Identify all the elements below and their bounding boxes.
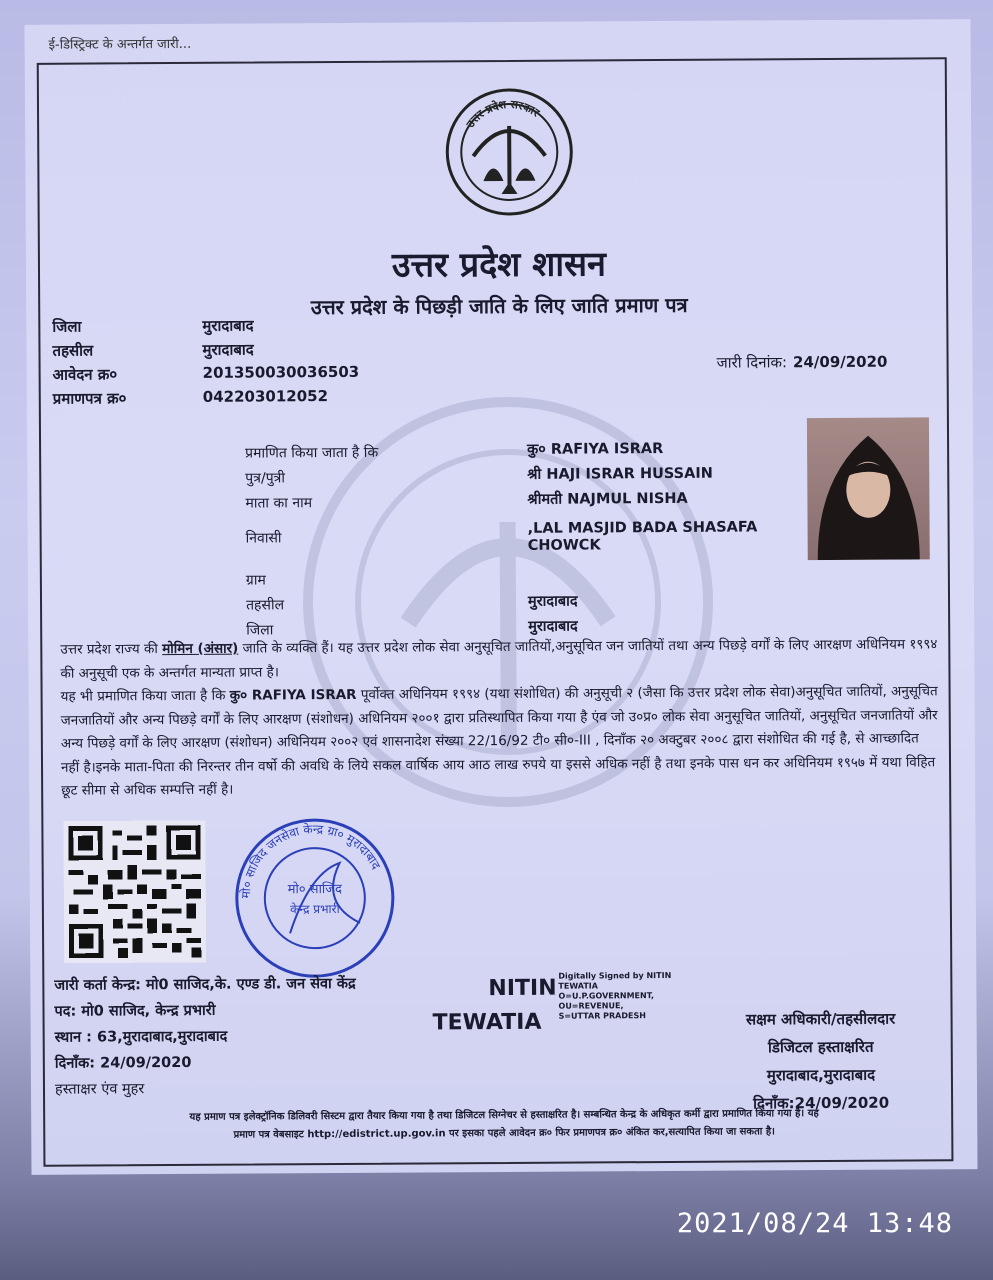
detail-row (245, 490, 817, 518)
issuer-center-label: जारी कर्ता केन्द्र: (54, 977, 141, 994)
meta-row-district (52, 314, 462, 341)
footer-note (41, 1104, 967, 1146)
footer-line-2: प्रमाण पत्र वेबसाइट http://edistrict.up.gov.in पर इसका पहले आवेदन क्र० फिर प्रमाणपत्र क्र० अंकित कर,सत्यापित किया जा सकता है। (233, 1126, 775, 1141)
issuer-post-value: मो0 साजिद, केन्द्र प्रभारी (81, 1002, 216, 1020)
detail-value-address: ,LAL MASJID BADA SHASAFA CHOWCK (527, 519, 758, 554)
detail-row (245, 465, 817, 493)
detail-row (246, 515, 818, 570)
stamp-line-1: मो० साजिद (287, 881, 342, 898)
detail-label: प्रमाणित किया जाता है कि (245, 444, 379, 462)
detail-row (246, 567, 818, 595)
application-number: 201350030036503 (202, 362, 360, 382)
applicant-photo-image (807, 417, 930, 560)
footer-line-1: यह प्रमाण पत्र इलेक्ट्रॉनिक डिलिवरी सिस्टम द्वारा तैयार किया गया है तथा डिजिटल सिग्नेचर से हस्ताक्षरित है। सम्बन्धित केन्द्र के अधिकृत कर्मी द्वारा प्रमाणित किया गया है। यह (189, 1108, 819, 1123)
detail-label: पुत्र/पुत्री (245, 470, 286, 487)
issuer-date-row (55, 1049, 356, 1077)
dsig-info-line: S=UTTAR PRADESH (558, 1011, 646, 1021)
certificate-number: 042203012052 (202, 387, 329, 406)
authority-block (721, 1004, 922, 1117)
issue-date-value: 24/09/2020 (792, 352, 888, 372)
issue-date (717, 352, 888, 373)
district-value: मुरादाबाद (202, 316, 254, 335)
certificate-subtitle: उत्तर प्रदेश के पिछड़ी जाति के लिए जाति प्रमाण पत्र (310, 292, 688, 320)
emblem-text: उत्तर प्रदेश सरकार (463, 97, 542, 131)
tehsil-label: तहसील (52, 341, 94, 360)
dsig-info-line: OU=REVENUE, (558, 1001, 624, 1011)
detail-value-district: मुरादाबाद (528, 618, 578, 635)
dsig-info-line: TEWATIA (558, 981, 598, 991)
detail-label: माता का नाम (245, 495, 313, 512)
issuer-place-row (55, 1023, 356, 1051)
rubber-stamp (229, 813, 400, 984)
issuer-place-value: 63,मुरादाबाद,मुरादाबाद (96, 1028, 228, 1046)
dsig-info (558, 971, 671, 1022)
dsig-info-line: O=U.P.GOVERNMENT, (558, 991, 655, 1001)
meta-row-application (53, 362, 463, 389)
dsig-name-line-2: TEWATIA (432, 1009, 542, 1036)
meta-row-certificate (53, 386, 463, 413)
issuer-date-value: 24/09/2020 (100, 1054, 192, 1072)
body-paragraph-2 (61, 680, 942, 803)
detail-value-name: कु० RAFIYA ISRAR (527, 441, 664, 458)
issuer-date-label: दिनाँक: (54, 1055, 96, 1072)
detail-row (245, 440, 817, 468)
top-note: ई-डिस्ट्रिक्ट के अन्तर्गत जारी... (48, 36, 192, 53)
up-emblem-icon (443, 86, 576, 219)
stamp-ring-text: मो० साजिद जनसेवा केन्द्र ग्रा० मुरादाबाद (238, 822, 384, 899)
authority-line-4: दिनाँक:24/09/2020 (753, 1093, 890, 1113)
detail-value-tehsil: मुरादाबाद (527, 593, 578, 610)
applicant-photo (807, 417, 930, 560)
district-label: जिला (52, 317, 82, 336)
meta-row-tehsil (52, 338, 462, 365)
svg-text:उत्तर प्रदेश सरकार (463, 98, 542, 132)
detail-label: तहसील (245, 597, 285, 614)
body-text-span: पूर्वोक्त अधिनियम १९९४ (यथा संशोधित) की अनुसूची २ (जैसा कि उत्तर प्रदेश लोक सेवा)अनुसूचित जातियों, अनुसूचित जनजातियों और अन्य पिछड़े वर्गों के लिए आरक्षण (संशोधन) अधिनियम २००१ द्वारा प्रतिस्थापित किया गया है एंव जो उ०प्र० लोक सेवा अनुसूचित जातियों, अनुसूचित जनजातियों और अन्य पिछड़े वर्गों के लिए आरक्षण (संशोधन) अधिनियम २००२ एवं शासनादेश संख्या 22/16/92 टी० सी०-III , दिनाँक २० अक्टुबर २००८ द्वारा संशोधित की गई है, से आच्छादित नहीं है।इनके माता-पिता की निरन्तर तीन वर्षो की अवधि के लिये सकल वार्षिक आय आठ लाख रुपये या इससे अधिक नहीं है तथा इनके पास धन कर अधिनियम १९५७ में यथा विहित छूट सीमा से अधिक सम्पत्ति नहीं है। (60, 683, 938, 799)
applicant-name-inline: कु० RAFIYA ISRAR (229, 686, 357, 704)
certificate-paper (24, 19, 977, 1175)
dsig-info-line: Digitally Signed by NITIN (558, 970, 672, 981)
issuer-post-label: पद: (54, 1003, 77, 1020)
issuer-signature-label: हस्ताक्षर एंव मुहर (54, 1081, 145, 1098)
issuer-post-row (54, 997, 355, 1025)
detail-row (246, 592, 818, 620)
detail-value-mother: श्रीमती NAJMUL NISHA (527, 490, 688, 508)
application-label: आवेदन क्र० (52, 365, 118, 384)
applicant-details (245, 440, 818, 645)
detail-value-father: श्री HAJI ISRAR HUSSAIN (527, 465, 713, 483)
certificate-body (60, 633, 941, 803)
detail-label: निवासी (245, 530, 282, 547)
issuer-place-label: स्थान : (54, 1029, 92, 1046)
detail-label: जिला (246, 622, 274, 639)
handwritten-signature (287, 863, 360, 933)
issuer-block (54, 971, 356, 1103)
body-paragraph-1 (60, 633, 940, 685)
photo-timestamp: 2021/08/24 13:48 (676, 1208, 953, 1239)
authority-line-2: डिजिटल हस्ताक्षरित (767, 1037, 874, 1057)
detail-label: ग्राम (245, 572, 266, 589)
stamp-line-2: केन्द्र प्रभारी (290, 901, 340, 917)
tehsil-value: मुरादाबाद (202, 340, 254, 359)
certificate-meta (52, 314, 463, 413)
qr-code-icon (63, 819, 206, 965)
authority-line-1: सक्षम अधिकारी/तहसीलदार (745, 1009, 896, 1029)
issue-date-label: जारी दिनांक: (716, 353, 788, 372)
authority-line-3: मुरादाबाद,मुरादाबाद (766, 1065, 876, 1085)
body-text-span: उत्तर प्रदेश राज्य की (60, 641, 163, 658)
body-text-span: जाति के व्यक्ति हैं। यह उत्तर प्रदेश लोक सेवा अनुसूचित जातियों,अनुसूचित जन जातियों तथा अन्य पिछड़े वर्गों के लिए आरक्षण अधिनियम १९९४ की अनुसूची एक के अन्तर्गत मान्यता प्राप्त है। (60, 636, 938, 682)
page-title: उत्तर प्रदेश शासन (391, 244, 607, 286)
caste-name: मोमिन (अंसार) (162, 640, 239, 658)
body-text-span: यह भी प्रमाणित किया जाता है कि (60, 687, 230, 705)
certificate-label: प्रमाणपत्र क्र० (52, 389, 127, 408)
issuer-center-value: मो0 साजिद,के. एण्ड डी. जन सेवा केंद्र (145, 975, 356, 994)
dsig-name-line-1: NITIN (488, 975, 557, 1002)
issuer-center-row (54, 971, 355, 999)
digital-signature (430, 969, 690, 1041)
